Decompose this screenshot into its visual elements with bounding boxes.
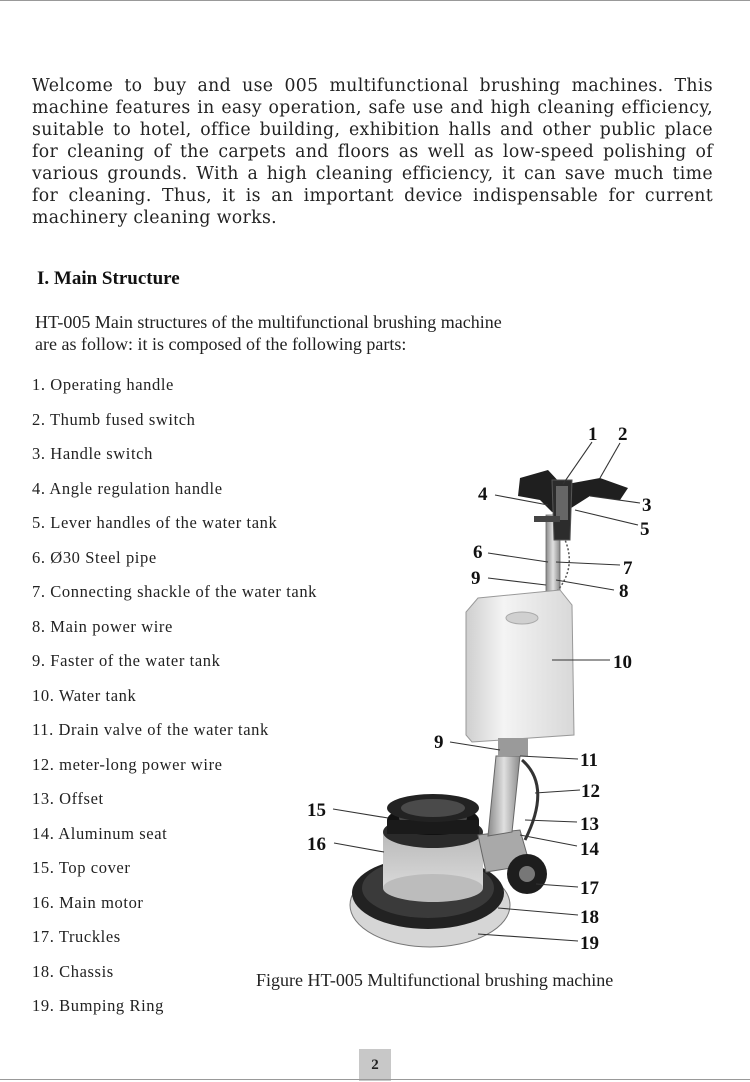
callout-label: 2 — [618, 424, 628, 445]
callout-label: 12 — [581, 781, 600, 802]
section-description — [35, 311, 635, 355]
callout-label: 9 — [434, 732, 444, 753]
callout-label: 7 — [623, 558, 633, 579]
part-item: 9. Faster of the water tank — [32, 651, 221, 670]
part-item: 6. Ø30 Steel pipe — [32, 547, 157, 567]
callout-label: 15 — [307, 800, 326, 821]
water-tank — [466, 590, 574, 756]
callout-label: 3 — [642, 495, 652, 516]
truckle-wheel — [507, 854, 547, 894]
callout-label: 9 — [471, 568, 481, 589]
callout-label: 17 — [580, 878, 599, 899]
part-item: 15. Top cover — [32, 858, 131, 877]
part-item: 8. Main power wire — [32, 616, 173, 636]
parts-list — [32, 375, 317, 1031]
part-item: 3. Handle switch — [32, 444, 153, 463]
page-number: 2 — [359, 1049, 391, 1081]
operating-handle — [518, 470, 628, 540]
main-motor — [383, 794, 483, 902]
callout-label: 1 — [588, 424, 598, 445]
part-item: 10. Water tank — [32, 685, 137, 705]
bottom-rule — [0, 1079, 750, 1080]
callout-label: 13 — [580, 814, 599, 835]
part-item: 11. Drain valve of the water tank — [32, 720, 269, 739]
part-item: 5. Lever handles of the water tank — [32, 513, 278, 532]
part-item: 2. Thumb fused switch — [32, 409, 196, 429]
part-item: 16. Main motor — [32, 892, 144, 912]
section-title: I. Main Structure — [37, 268, 180, 289]
part-item: 7. Connecting shackle of the water tank — [32, 582, 318, 601]
part-item: 1. Operating handle — [32, 375, 174, 394]
part-item: 4. Angle regulation handle — [32, 478, 223, 498]
callout-label: 14 — [580, 839, 599, 860]
intro-paragraph: Welcome to buy and use 005 multifunctional brushing machines. This machine features in easy operation, safe use and high cleaning efficiency, suitable to hotel, office building, exhibition halls and other public place for cleaning of the carpets and floors as well as low-speed polishing of various grounds. With a high cleaning efficiency, it can save much time for cleaning. Thus, it is an important device indispensable for current machinery cleaning works. — [32, 76, 713, 228]
callout-label: 10 — [613, 652, 632, 673]
callout-label: 16 — [307, 834, 326, 855]
callout-label: 4 — [478, 484, 488, 505]
part-item: 17. Truckles — [32, 927, 121, 946]
figure-caption: Figure HT-005 Multifunctional brushing machine — [256, 970, 614, 990]
callout-label: 8 — [619, 581, 629, 602]
power-cord — [522, 760, 538, 840]
callout-label: 18 — [580, 907, 599, 928]
callout-label: 5 — [640, 519, 650, 540]
callout-label: 19 — [580, 933, 599, 954]
part-item: 12. meter-long power wire — [32, 754, 223, 774]
offset-pipe — [488, 756, 520, 836]
description-line-2: are as follow: it is composed of the following parts: — [35, 334, 407, 354]
description-line-1: HT-005 Main structures of the multifunctional brushing machine — [35, 312, 502, 332]
brushing-machine-figure — [300, 420, 660, 960]
part-item: 13. Offset — [32, 789, 104, 808]
part-item: 19. Bumping Ring — [32, 996, 164, 1015]
callout-label: 6 — [473, 542, 483, 563]
part-item: 14. Aluminum seat — [32, 823, 168, 843]
top-rule — [0, 0, 750, 1]
part-item: 18. Chassis — [32, 961, 114, 981]
callout-label: 11 — [580, 750, 598, 771]
